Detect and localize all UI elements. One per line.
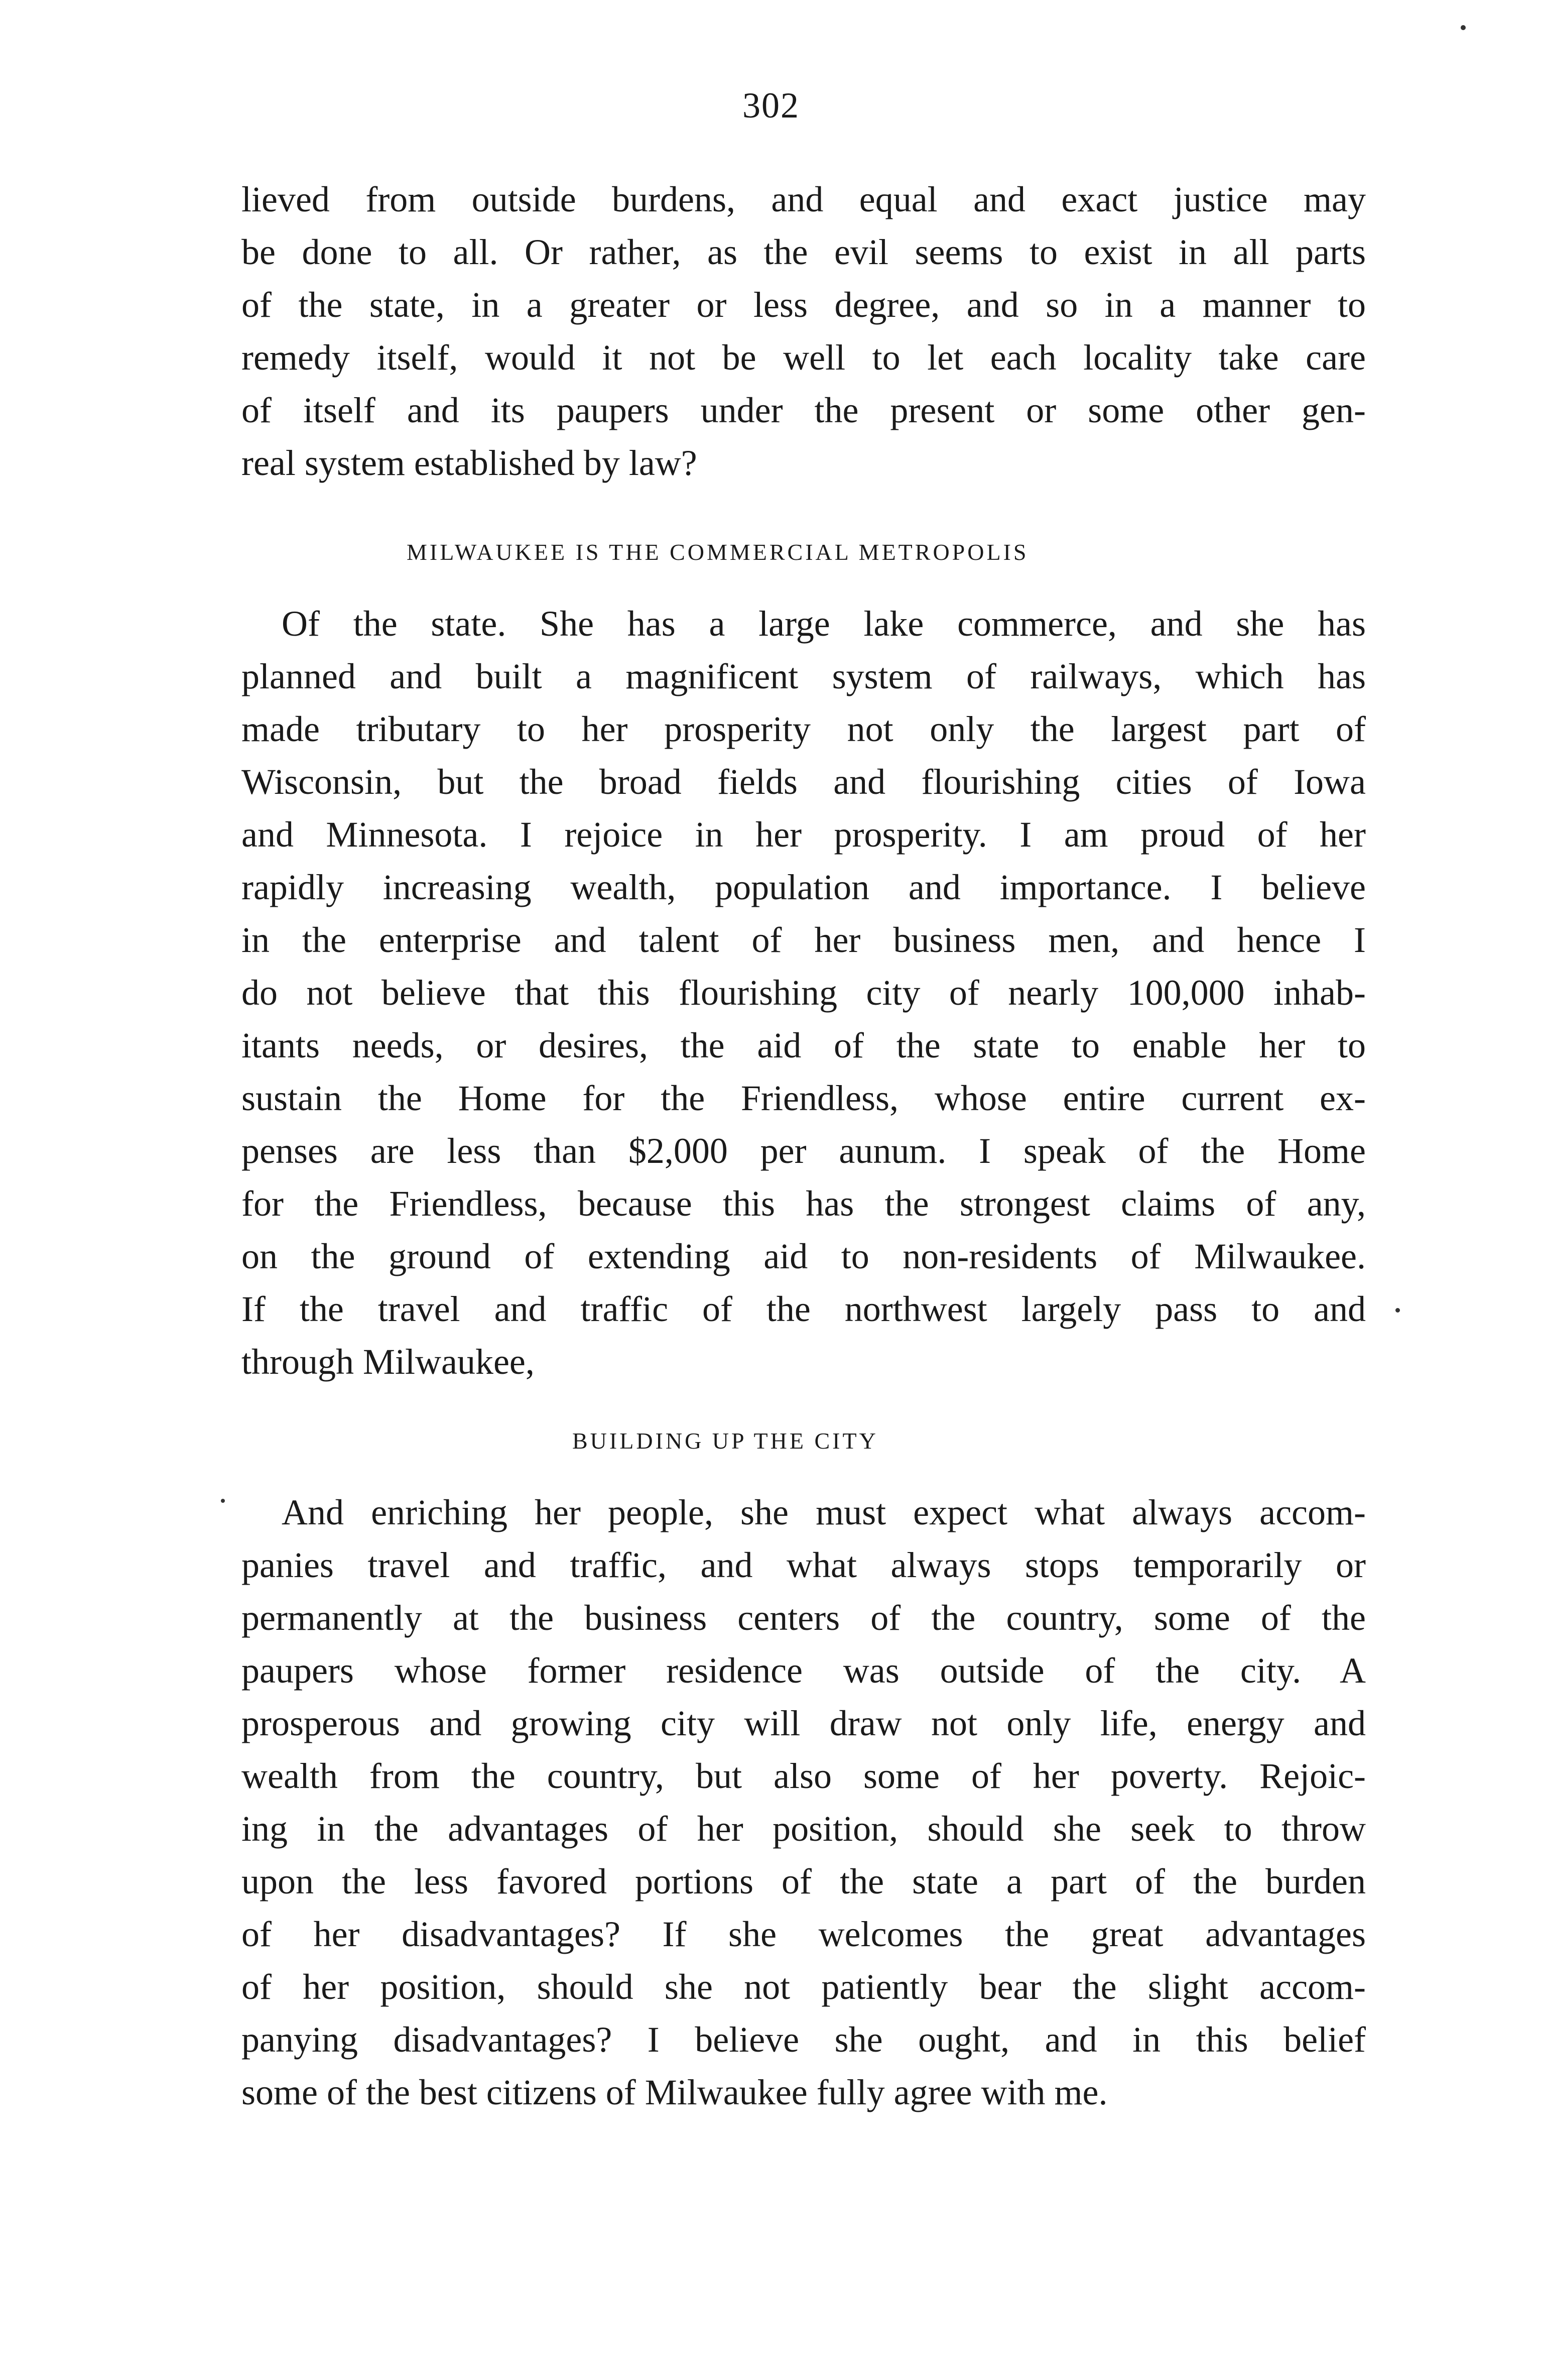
text-line: wealth from the country, but also some of her poverty. Rejoic- (241, 1756, 1366, 1796)
text-line: real system established by law? (241, 443, 697, 483)
text-line: If the travel and traffic of the northwest largely pass to and (241, 1289, 1366, 1329)
text-line: on the ground of extending aid to non-residents of Milwaukee. (241, 1236, 1366, 1276)
text-line: be done to all. Or rather, as the evil seems to exist in all parts (241, 232, 1366, 272)
print-speck (1461, 25, 1466, 30)
section-heading-commercial-metropolis: MILWAUKEE IS THE COMMERCIAL METROPOLIS (407, 539, 1029, 565)
text-line: through Milwaukee, (241, 1342, 535, 1382)
text-line: permanently at the business centers of the country, some of the (241, 1598, 1366, 1638)
text-line: lieved from outside burdens, and equal and exact justice may (241, 179, 1366, 219)
text-line: sustain the Home for the Friendless, whose entire current ex- (241, 1078, 1366, 1118)
text-line: itants needs, or desires, the aid of the state to enable her to (241, 1025, 1366, 1065)
text-line: planned and built a magnificent system of railways, which has (241, 656, 1366, 696)
text-line: some of the best citizens of Milwaukee fully agree with me. (241, 2072, 1108, 2112)
paragraph-3 (241, 1486, 1366, 2119)
text-line: for the Friendless, because this has the strongest claims of any, (241, 1183, 1366, 1224)
text-line: panying disadvantages? I believe she ought, and in this belief (241, 2019, 1366, 2060)
text-line: of her position, should she not patiently bear the slight accom- (241, 1967, 1366, 2007)
text-line: remedy itself, would it not be well to let each locality take care (241, 337, 1366, 378)
text-line: in the enterprise and talent of her business men, and hence I (241, 920, 1366, 960)
text-line: and Minnesota. I rejoice in her prosperity. I am proud of her (241, 814, 1366, 855)
text-line: of her disadvantages? If she welcomes the great advantages (241, 1914, 1366, 1954)
text-line: rapidly increasing wealth, population and importance. I believe (241, 867, 1366, 907)
text-line: Wisconsin, but the broad fields and flourishing cities of Iowa (241, 762, 1366, 802)
text-line: And enriching her people, she must expect what always accom- (282, 1492, 1366, 1532)
text-line: panies travel and traffic, and what always stops temporarily or (241, 1545, 1366, 1585)
text-line: do not believe that this flourishing city of nearly 100,000 inhab- (241, 973, 1366, 1013)
section-heading-building-up-the-city: BUILDING UP THE CITY (572, 1428, 878, 1454)
paragraph-1 (241, 173, 1366, 490)
text-line: made tributary to her prosperity not only the largest part of (241, 709, 1366, 749)
text-line: Of the state. She has a large lake commerce, and she has (282, 604, 1366, 644)
text-line: prosperous and growing city will draw not only life, energy and (241, 1703, 1366, 1743)
text-line: of the state, in a greater or less degree, and so in a manner to (241, 285, 1366, 325)
print-speck (1395, 1308, 1400, 1313)
print-speck (221, 1499, 225, 1503)
text-line: ing in the advantages of her position, should she seek to throw (241, 1809, 1366, 1849)
text-line: penses are less than $2,000 per aunum. I speak of the Home (241, 1131, 1366, 1171)
page-number: 302 (742, 85, 800, 126)
text-line: paupers whose former residence was outside of the city. A (241, 1650, 1366, 1691)
text-line: of itself and its paupers under the present or some other gen- (241, 390, 1366, 430)
paragraph-2 (241, 598, 1366, 1388)
text-line: upon the less favored portions of the state a part of the burden (241, 1861, 1366, 1901)
